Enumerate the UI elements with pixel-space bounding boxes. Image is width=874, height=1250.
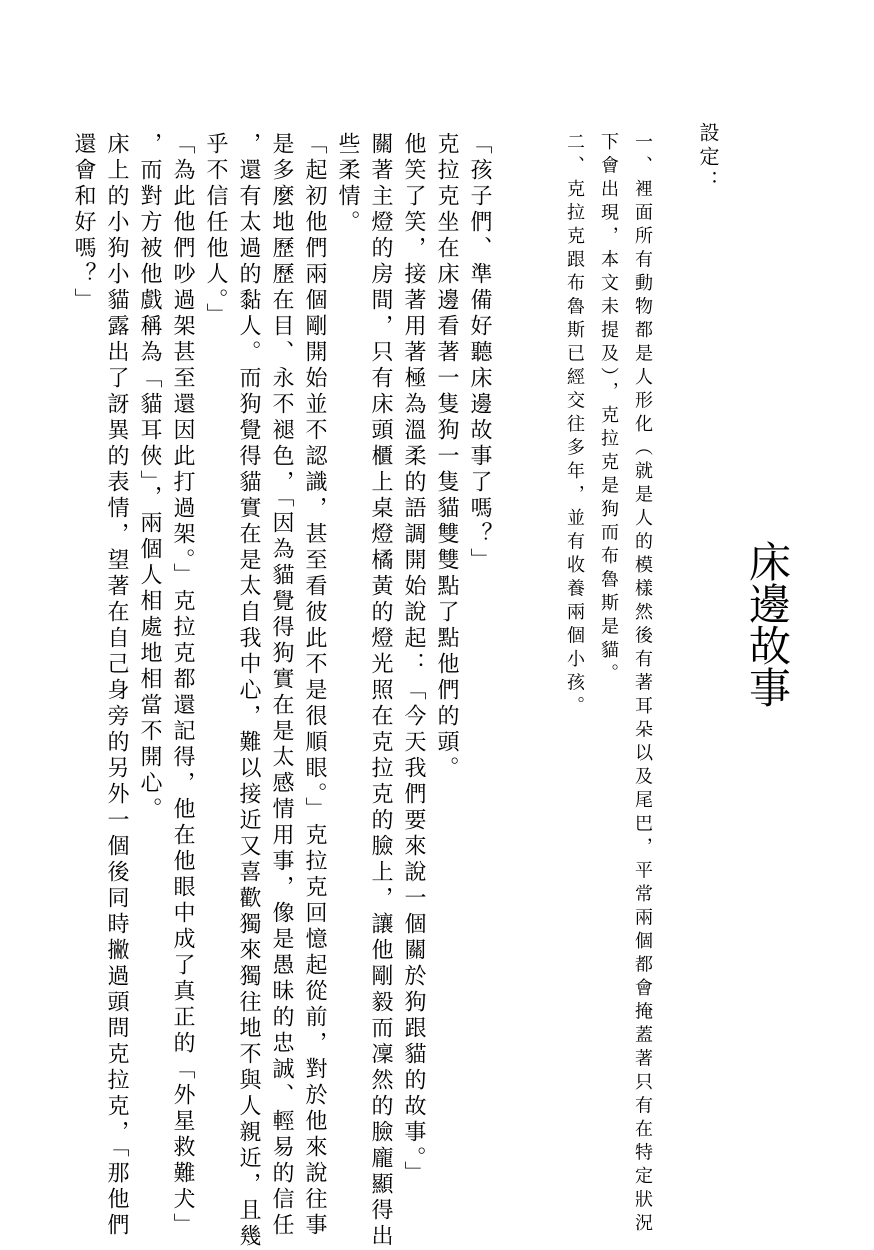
settings-line: 一、裡面所有動物都是人形化（就是人的模樣然後有著耳朵以及尾巴，平常兩個都會掩蓋著只有在特定狀況 [632, 132, 653, 1237]
body-line: 他笑了笑，接著用著極為溫柔的語調開始說起：「今天我們要來說一個關於狗跟貓的故事。」 [401, 132, 426, 1187]
body-line: ，而對方被他戲稱為「貓耳俠」，兩個人相處地相當不開心。 [137, 132, 162, 823]
settings-heading: 設定： [696, 122, 720, 194]
body-line: 「孩子們、準備好聽床邊故事了嗎？」 [467, 132, 492, 574]
body-line: 些柔情。 [335, 132, 360, 236]
body-line: 「為此他們吵過架甚至還因此打過架。」克拉克都還記得，他在他眼中成了真正的「外星救難犬」 [170, 132, 195, 1239]
settings-line: 二、克拉克跟布魯斯已經交往多年，並有收養兩個小孩。 [564, 132, 585, 720]
body-line: 床上的小狗小貓露出了訝異的表情，望著在自己身旁的另外一個後同時撇過頭問克拉克，「那他們 [104, 132, 129, 1239]
body-line: 克拉克坐在床邊看著一隻狗一隻貓雙雙點了點他們的頭。 [434, 132, 459, 782]
body-line: 還會和好嗎？」 [71, 132, 96, 314]
body-line: 乎不信任他人。」 [203, 132, 228, 329]
body-line: 「起初他們兩個剛開始並不認識，甚至看彼此不是很順眼。」克拉克回憶起從前，對於他來說往事 [302, 132, 327, 1239]
page-title: 床邊故事 [743, 540, 792, 708]
body-line: ，還有太過的黏人。而狗覺得貓實在是太自我中心，難以接近又喜歡獨來獨往地不與人親近，且幾 [236, 132, 261, 1250]
body-line: 是多麼地歷歷在目、永不褪色，「因為貓覺得狗實在是太感情用事，像是愚昧的忠誠、輕易的信任 [269, 132, 294, 1239]
settings-line: 下會出現，本文未提及），克拉克是狗而布魯斯是貓。 [598, 132, 619, 687]
body-line: 關著主燈的房間，只有床頭櫃上桌燈橘黃的燈光照在克拉克的臉上，讓他剛毅而凜然的臉龐顯得出 [368, 132, 393, 1250]
